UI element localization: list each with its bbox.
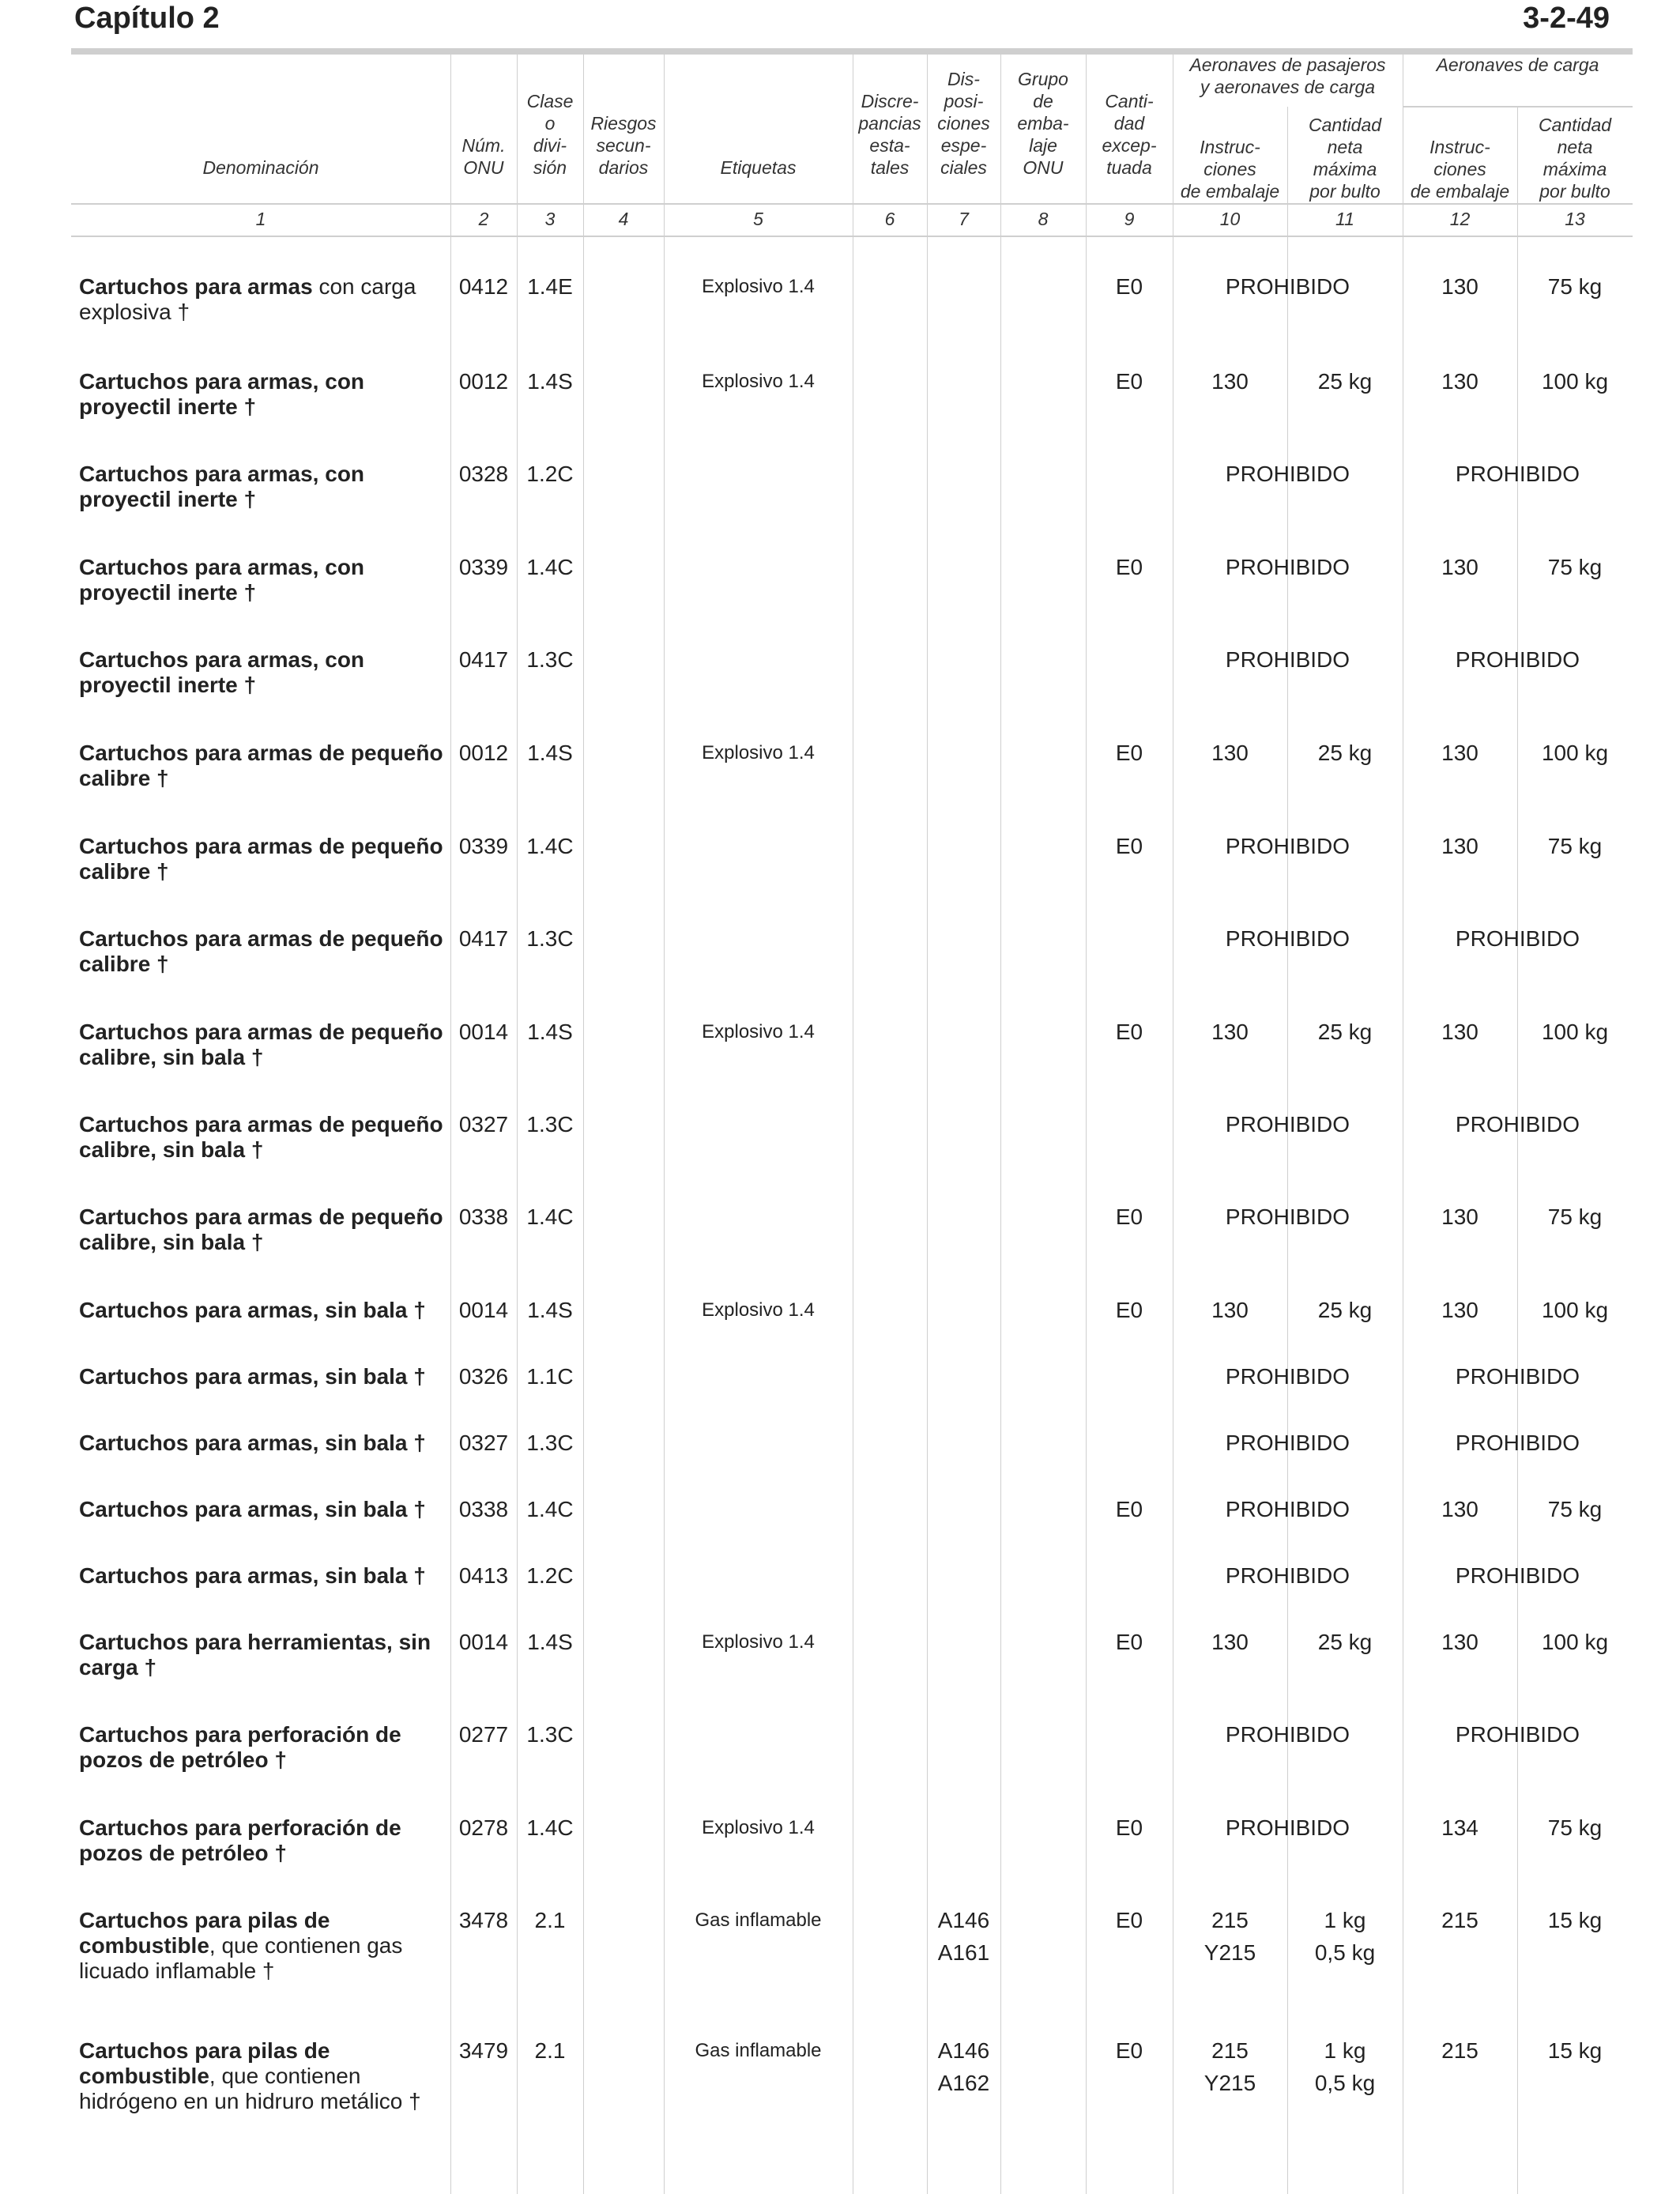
excepted-quantity: E0 [1115, 741, 1143, 765]
substance-name-bold: Cartuchos para armas, sin bala † [79, 1563, 426, 1588]
substance-name-bold: Cartuchos para perforación de pozos de petróleo † [79, 1722, 401, 1772]
header-denominacion: Denominación [202, 157, 319, 178]
header-group-pasajeros: Aeronaves de pasajeros y aeronaves de carga [1189, 55, 1386, 97]
column-number: 12 [1449, 209, 1471, 229]
excepted-quantity: E0 [1115, 369, 1143, 394]
substance-name-bold: Cartuchos para armas, sin bala † [79, 1298, 426, 1322]
passenger-max-quantity [1287, 2038, 1403, 2103]
cargo-packing-instruction: 130 [1441, 1497, 1478, 1521]
excepted-quantity: E0 [1115, 1815, 1143, 1840]
passenger-packing-instruction-value: 130 [1211, 369, 1249, 394]
column-number: 7 [959, 209, 969, 229]
substance-name-bold: Cartuchos para armas, sin bala † [79, 1497, 426, 1521]
cargo-packing-instruction: 215 [1441, 2038, 1478, 2063]
hazard-class: 1.2C [526, 1563, 574, 1588]
passenger-packing-instruction-value: Y215 [1203, 2071, 1256, 2095]
substance-name [79, 741, 446, 791]
column-number: 1 [255, 209, 266, 229]
passenger-max-quantity [1287, 741, 1403, 773]
passenger-prohibited: PROHIBIDO [1225, 462, 1350, 486]
cargo-max-quantity: 75 kg [1547, 1815, 1603, 1840]
chapter-title: Capítulo 2 [74, 2, 220, 35]
un-number: 0012 [458, 741, 509, 765]
passenger-prohibited: PROHIBIDO [1225, 1364, 1350, 1389]
substance-name [79, 1020, 446, 1070]
cargo-packing-instruction: 134 [1441, 1815, 1478, 1840]
passenger-prohibited: PROHIBIDO [1225, 274, 1350, 299]
substance-name-bold: Cartuchos para armas de pequeño calibre † [79, 926, 443, 976]
un-number: 3478 [458, 1908, 509, 1932]
column-number: 6 [884, 209, 895, 229]
passenger-packing-instruction-value: 130 [1211, 1630, 1249, 1654]
substance-name [79, 926, 446, 977]
column-number: 3 [544, 209, 556, 229]
cargo-packing-instruction: 130 [1441, 274, 1478, 299]
substance-name [79, 555, 446, 605]
excepted-quantity: E0 [1115, 1020, 1143, 1044]
cargo-packing-instruction: 130 [1441, 1204, 1478, 1229]
cargo-max-quantity: 75 kg [1547, 1497, 1603, 1521]
substance-name [79, 1815, 446, 1866]
cargo-prohibited: PROHIBIDO [1455, 462, 1580, 486]
special-provisions-value: A146 [937, 1908, 990, 1932]
substance-name-bold: Cartuchos para armas, sin bala † [79, 1364, 426, 1389]
un-number: 0328 [458, 462, 509, 486]
un-number: 0339 [458, 555, 509, 579]
hazard-class: 1.2C [526, 462, 574, 486]
hazard-class: 1.1C [526, 1364, 574, 1389]
header-instrucciones-carga: Instruc- ciones de embalaje [1410, 137, 1510, 202]
header-clase: Clase o divi- sión [526, 91, 574, 178]
passenger-packing-instruction [1173, 2038, 1287, 2103]
hazard-class: 1.4S [527, 369, 573, 394]
column-divider [1517, 107, 1518, 2194]
special-provisions [927, 2038, 1000, 2103]
cargo-max-quantity: 15 kg [1547, 1908, 1603, 1932]
hazard-class: 2.1 [534, 2038, 566, 2063]
excepted-quantity: E0 [1115, 1204, 1143, 1229]
hazard-class: 1.3C [526, 1431, 574, 1455]
cargo-prohibited: PROHIBIDO [1455, 1722, 1580, 1747]
excepted-quantity: E0 [1115, 1630, 1143, 1654]
substance-name-bold: Cartuchos para armas, con proyectil inerte † [79, 555, 365, 605]
excepted-quantity: E0 [1115, 1298, 1143, 1322]
cargo-packing-instruction: 130 [1441, 1298, 1478, 1322]
substance-name-bold: Cartuchos para armas, con proyectil inerte † [79, 647, 365, 697]
hazard-class: 1.3C [526, 647, 574, 672]
hazard-class: 1.4S [527, 1630, 573, 1654]
un-number: 0412 [458, 274, 509, 299]
cargo-packing-instruction: 130 [1441, 369, 1478, 394]
passenger-max-quantity [1287, 1908, 1403, 1973]
cargo-packing-instruction: 215 [1441, 1908, 1478, 1932]
passenger-prohibited: PROHIBIDO [1225, 1563, 1350, 1588]
column-number: 5 [753, 209, 763, 229]
header-grupo-embalaje: Grupo de emba- laje ONU [1017, 69, 1069, 178]
passenger-packing-instruction-value: 130 [1211, 1020, 1249, 1044]
header-riesgos: Riesgos secun- darios [590, 113, 657, 178]
label-text: Explosivo 1.4 [702, 1817, 815, 1838]
substance-name [79, 1431, 446, 1456]
hazard-class: 1.4C [526, 1815, 574, 1840]
substance-name-bold: Cartuchos para armas, sin bala † [79, 1431, 426, 1455]
un-number: 0014 [458, 1298, 509, 1322]
page-header [73, 0, 1610, 52]
substance-name [79, 834, 446, 884]
label-text: Explosivo 1.4 [702, 742, 815, 763]
hazard-class: 1.4C [526, 555, 574, 579]
substance-name-bold: Cartuchos para pilas de combustible [79, 2038, 330, 2088]
passenger-packing-instruction [1173, 741, 1287, 773]
cargo-max-quantity: 15 kg [1547, 2038, 1603, 2063]
header-bottom-rule [71, 203, 1633, 205]
excepted-quantity: E0 [1115, 834, 1143, 858]
column-divider [1000, 52, 1001, 2194]
passenger-prohibited: PROHIBIDO [1225, 1204, 1350, 1229]
passenger-prohibited: PROHIBIDO [1225, 1431, 1350, 1455]
passenger-max-quantity-value: 1 kg [1324, 1908, 1366, 1932]
hazard-class: 2.1 [534, 1908, 566, 1932]
passenger-prohibited: PROHIBIDO [1225, 1112, 1350, 1137]
cargo-packing-instruction: 130 [1441, 1020, 1478, 1044]
substance-name-bold: Cartuchos para armas de pequeño calibre, sin bala † [79, 1204, 443, 1254]
passenger-packing-instruction-value: Y215 [1203, 1940, 1256, 1965]
un-number: 0277 [458, 1722, 509, 1747]
column-number: 11 [1335, 209, 1354, 229]
cargo-prohibited: PROHIBIDO [1455, 926, 1580, 951]
passenger-packing-instruction [1173, 1908, 1287, 1973]
substance-name [79, 1112, 446, 1163]
header-disposiciones: Dis- posi- ciones espe- ciales [937, 69, 990, 178]
cargo-packing-instruction: 130 [1441, 1630, 1478, 1654]
passenger-max-quantity-value: 0,5 kg [1314, 1940, 1376, 1965]
substance-name [79, 647, 446, 698]
substance-name-bold: Cartuchos para perforación de pozos de petróleo † [79, 1815, 401, 1865]
cargo-prohibited: PROHIBIDO [1455, 1431, 1580, 1455]
cargo-max-quantity: 75 kg [1547, 834, 1603, 858]
passenger-max-quantity-value: 25 kg [1317, 741, 1373, 765]
substance-name-bold: Cartuchos para armas de pequeño calibre, sin bala † [79, 1020, 443, 1069]
substance-name-bold: Cartuchos para armas de pequeño calibre † [79, 834, 443, 884]
substance-name-rest: con carga explosiva † [79, 274, 416, 324]
un-number: 0338 [458, 1497, 509, 1521]
substance-name-rest: , que contienen gas licuado inflamable † [79, 1933, 403, 1983]
hazard-class: 1.4S [527, 1298, 573, 1322]
hazard-class: 1.4C [526, 1204, 574, 1229]
un-number: 3479 [458, 2038, 509, 2063]
passenger-max-quantity-value: 1 kg [1324, 2038, 1366, 2063]
passenger-prohibited: PROHIBIDO [1225, 1722, 1350, 1747]
hazard-class: 1.3C [526, 926, 574, 951]
header-discrepancias: Discre- pancias esta- tales [858, 91, 921, 178]
substance-name [79, 1722, 446, 1773]
un-number: 0012 [458, 369, 509, 394]
passenger-max-quantity-value: 0,5 kg [1314, 2071, 1376, 2095]
hazard-class: 1.4C [526, 1497, 574, 1521]
un-number: 0327 [458, 1431, 509, 1455]
un-number: 0327 [458, 1112, 509, 1137]
page-number: 3-2-49 [1523, 2, 1610, 35]
un-number: 0326 [458, 1364, 509, 1389]
cargo-prohibited: PROHIBIDO [1455, 1112, 1580, 1137]
hazard-class: 1.4E [527, 274, 573, 299]
special-provisions-value: A162 [937, 2071, 990, 2095]
special-provisions-value: A161 [937, 1940, 990, 1965]
column-number: 10 [1219, 209, 1241, 229]
cargo-prohibited: PROHIBIDO [1455, 1364, 1580, 1389]
passenger-packing-instruction-value: 130 [1211, 1298, 1249, 1322]
passenger-prohibited: PROHIBIDO [1225, 1497, 1350, 1521]
substance-name-bold: Cartuchos para armas, con proyectil inerte † [79, 369, 365, 419]
passenger-packing-instruction [1173, 1020, 1287, 1052]
passenger-packing-instruction-value: 215 [1211, 2038, 1249, 2063]
substance-name [79, 1630, 446, 1680]
un-number: 0278 [458, 1815, 509, 1840]
un-number: 0338 [458, 1204, 509, 1229]
un-number: 0014 [458, 1020, 509, 1044]
substance-name-rest: , que contienen hidrógeno en un hidruro metálico † [79, 2064, 421, 2113]
substance-name-bold: Cartuchos para herramientas, sin carga † [79, 1630, 431, 1679]
passenger-packing-instruction-value: 215 [1211, 1908, 1249, 1932]
substance-name-bold: Cartuchos para armas [79, 274, 313, 299]
substance-name-bold: Cartuchos para armas de pequeño calibre, sin bala † [79, 1112, 443, 1162]
column-number-rule [71, 236, 1633, 237]
column-number: 9 [1124, 209, 1135, 229]
passenger-max-quantity-value: 25 kg [1317, 1020, 1373, 1044]
hazard-class: 1.4S [527, 1020, 573, 1044]
passenger-prohibited: PROHIBIDO [1225, 834, 1350, 858]
un-number: 0417 [458, 926, 509, 951]
passenger-max-quantity-value: 25 kg [1317, 1630, 1373, 1654]
hazard-class: 1.3C [526, 1112, 574, 1137]
excepted-quantity: E0 [1115, 2038, 1143, 2063]
substance-name [79, 1908, 446, 1984]
substance-name [79, 274, 446, 325]
label-text: Explosivo 1.4 [702, 1631, 815, 1653]
excepted-quantity: E0 [1115, 555, 1143, 579]
passenger-max-quantity-value: 25 kg [1317, 369, 1373, 394]
hazard-class: 1.4C [526, 834, 574, 858]
substance-name [79, 1204, 446, 1255]
cargo-max-quantity: 100 kg [1541, 1020, 1609, 1044]
special-provisions [927, 1908, 1000, 1973]
header-cantidad-carga: Cantidad neta máxima por bulto [1538, 115, 1612, 202]
substance-name-bold: Cartuchos para pilas de combustible [79, 1908, 330, 1958]
column-divider [1287, 107, 1288, 2194]
un-number: 0339 [458, 834, 509, 858]
passenger-max-quantity-value: 25 kg [1317, 1298, 1373, 1322]
passenger-prohibited: PROHIBIDO [1225, 555, 1350, 579]
passenger-packing-instruction [1173, 1630, 1287, 1662]
label-text: Gas inflamable [695, 2040, 822, 2061]
substance-name [79, 462, 446, 512]
column-number: 2 [478, 209, 489, 229]
label-text: Explosivo 1.4 [702, 1299, 815, 1321]
substance-name [79, 369, 446, 420]
cargo-max-quantity: 100 kg [1541, 369, 1609, 394]
un-number: 0413 [458, 1563, 509, 1588]
substance-name [79, 2038, 446, 2114]
cargo-packing-instruction: 130 [1441, 834, 1478, 858]
un-number: 0014 [458, 1630, 509, 1654]
label-text: Explosivo 1.4 [702, 276, 815, 297]
substance-name [79, 1298, 446, 1323]
header-group-carga: Aeronaves de carga [1436, 55, 1599, 75]
cargo-max-quantity: 100 kg [1541, 1298, 1609, 1322]
header-cantidad-exceptuada: Canti- dad excep- tuada [1102, 91, 1157, 178]
excepted-quantity: E0 [1115, 274, 1143, 299]
cargo-packing-instruction: 130 [1441, 555, 1478, 579]
cargo-max-quantity: 100 kg [1541, 741, 1609, 765]
passenger-prohibited: PROHIBIDO [1225, 1815, 1350, 1840]
cargo-prohibited: PROHIBIDO [1455, 1563, 1580, 1588]
column-divider [927, 52, 928, 2194]
substance-name [79, 1497, 446, 1522]
cargo-prohibited: PROHIBIDO [1455, 647, 1580, 672]
passenger-packing-instruction [1173, 1298, 1287, 1330]
label-text: Gas inflamable [695, 1909, 822, 1931]
column-number: 4 [618, 209, 629, 229]
header-cantidad-pasajeros: Cantidad neta máxima por bulto [1308, 115, 1382, 202]
substance-name [79, 1364, 446, 1389]
hazard-class: 1.3C [526, 1722, 574, 1747]
excepted-quantity: E0 [1115, 1908, 1143, 1932]
column-number: 8 [1038, 209, 1049, 229]
column-divider [583, 52, 584, 2194]
passenger-prohibited: PROHIBIDO [1225, 647, 1350, 672]
passenger-max-quantity [1287, 1630, 1403, 1662]
cargo-packing-instruction: 130 [1441, 741, 1478, 765]
un-number: 0417 [458, 647, 509, 672]
passenger-max-quantity [1287, 369, 1403, 401]
excepted-quantity: E0 [1115, 1497, 1143, 1521]
passenger-packing-instruction [1173, 369, 1287, 401]
passenger-max-quantity [1287, 1020, 1403, 1052]
passenger-prohibited: PROHIBIDO [1225, 926, 1350, 951]
substance-name [79, 1563, 446, 1589]
header-instrucciones-pasajeros: Instruc- ciones de embalaje [1180, 137, 1280, 202]
passenger-max-quantity [1287, 1298, 1403, 1330]
header-etiquetas: Etiquetas [720, 157, 797, 178]
label-text: Explosivo 1.4 [702, 1021, 815, 1042]
cargo-max-quantity: 75 kg [1547, 274, 1603, 299]
label-text: Explosivo 1.4 [702, 371, 815, 392]
passenger-packing-instruction-value: 130 [1211, 741, 1249, 765]
cargo-max-quantity: 75 kg [1547, 555, 1603, 579]
substance-name-bold: Cartuchos para armas de pequeño calibre † [79, 741, 443, 790]
column-number: 13 [1565, 209, 1585, 229]
cargo-max-quantity: 75 kg [1547, 1204, 1603, 1229]
group-rule [1403, 106, 1633, 107]
hazard-class: 1.4S [527, 741, 573, 765]
cargo-max-quantity: 100 kg [1541, 1630, 1609, 1654]
special-provisions-value: A146 [937, 2038, 990, 2063]
header-num-onu: Núm. ONU [461, 135, 506, 178]
substance-name-bold: Cartuchos para armas, con proyectil inerte † [79, 462, 365, 511]
